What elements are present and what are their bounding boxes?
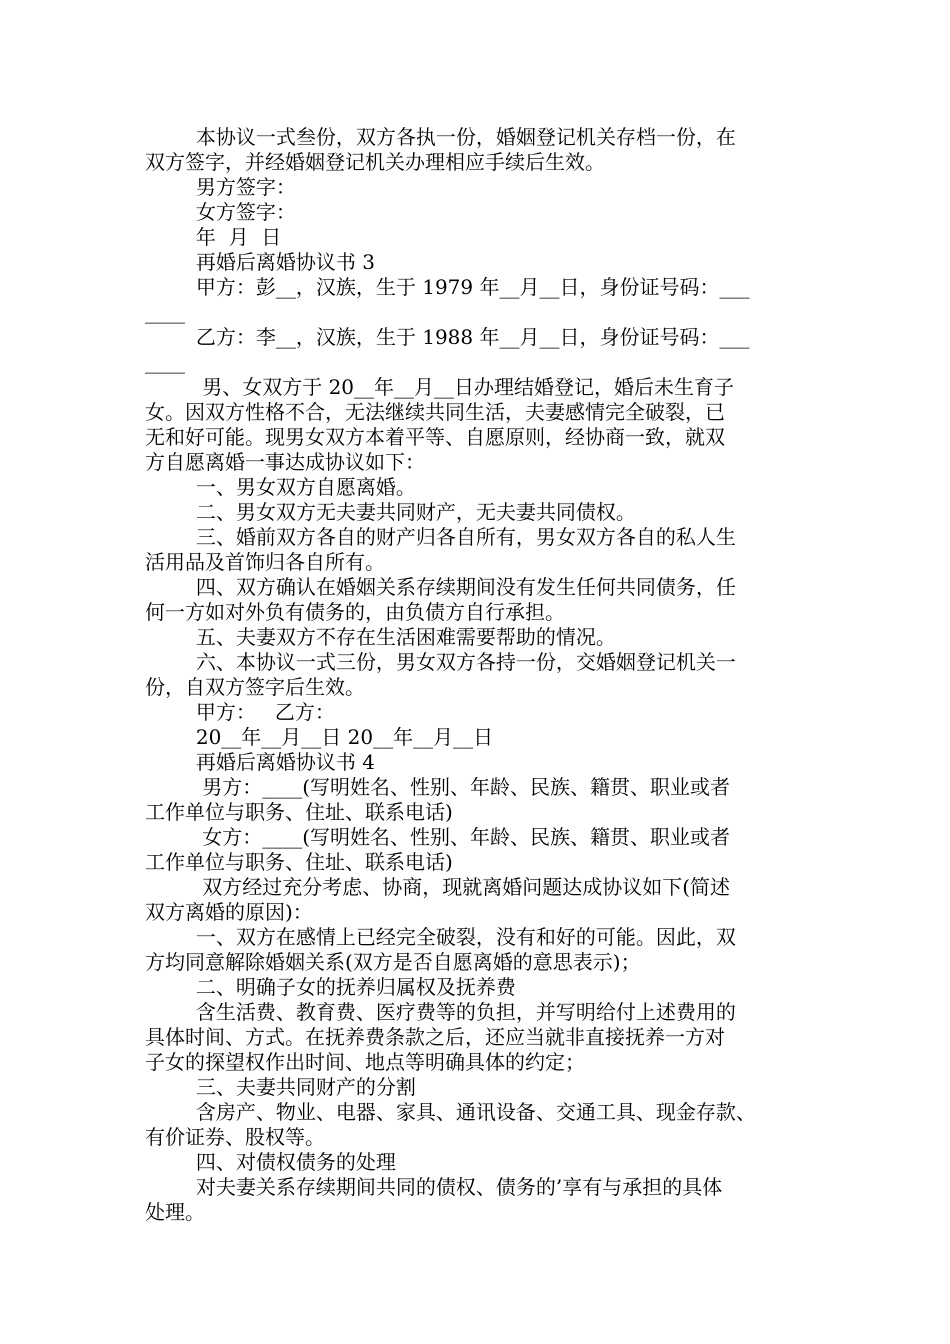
text-line-17: 三、婚前双方各自的财产归各自所有，男女双方各自的私人生 [145,525,736,549]
text-line-23: 份，自双方签字后生效。 [145,675,365,699]
text-line-39: 三、夫妻共同财产的分割 [145,1075,416,1099]
text-line-27: 男方：____(写明姓名、性别、年龄、民族、籍贯、职业或者 [145,775,731,799]
text-line-24: 甲方： 乙方： [145,700,335,724]
text-line-40: 含房产、物业、电器、家具、通讯设备、交通工具、现金存款、 [145,1100,756,1124]
text-line-37: 具体时间、方式。在抚养费条款之后，还应当就非直接抚养一方对 [145,1025,725,1049]
text-line-9: 乙方：李__，汉族，生于 1988 年__月__日，身份证号码：___ [145,325,750,349]
text-line-6: 再婚后离婚协议书 3 [145,250,375,274]
text-line-7: 甲方：彭__，汉族，生于 1979 年__月__日，身份证号码：___ [145,275,750,299]
text-line-2: 双方签字，并经婚姻登记机关办理相应手续后生效。 [145,150,605,174]
text-line-11: 男、女双方于 20__年__月__日办理结婚登记，婚后未生育子 [145,375,735,399]
text-line-12: 女。因双方性格不合，无法继续共同生活，夫妻感情完全破裂，已 [145,400,725,424]
text-line-33: 一、双方在感情上已经完全破裂，没有和好的可能。因此，双 [145,925,736,949]
text-line-25: 20__年__月__日 20__年__月__日 [145,725,494,749]
text-line-18: 活用品及首饰归各自所有。 [145,550,385,574]
text-line-36: 含生活费、教育费、医疗费等的负担，并写明给付上述费用的 [145,1000,736,1024]
text-line-22: 六、本协议一式三份，男女双方各持一份，交婚姻登记机关一 [145,650,736,674]
text-line-10: ____ [145,350,185,374]
text-line-20: 何一方如对外负有债务的，由负债方自行承担。 [145,600,565,624]
text-line-32: 双方离婚的原因)： [145,900,313,924]
text-line-4: 女方签字： [145,200,296,224]
text-line-34: 方均同意解除婚姻关系(双方是否自愿离婚的意思表示)； [145,950,641,974]
text-line-16: 二、男女双方无夫妻共同财产，无夫妻共同债权。 [145,500,636,524]
text-line-1: 本协议一式叁份，双方各执一份，婚姻登记机关存档一份，在 [145,125,736,149]
text-line-31: 双方经过充分考虑、协商，现就离婚问题达成协议如下(简述 [145,875,731,899]
text-line-38: 子女的探望权作出时间、地点等明确具体的约定； [145,1050,585,1074]
text-line-41: 有价证券、股权等。 [145,1125,325,1149]
text-line-8: ____ [145,300,185,324]
text-line-15: 一、男女双方自愿离婚。 [145,475,416,499]
text-line-35: 二、明确子女的抚养归属权及抚养费 [145,975,516,999]
text-line-43: 对夫妻关系存续期间共同的债权、债务的’享有与承担的具体 [145,1175,723,1199]
text-line-13: 无和好可能。现男女双方本着平等、自愿原则，经协商一致，就双 [145,425,725,449]
text-line-21: 五、夫妻双方不存在生活困难需要帮助的情况。 [145,625,616,649]
text-line-26: 再婚后离婚协议书 4 [145,750,375,774]
text-line-44: 处理。 [145,1200,205,1224]
text-line-3: 男方签字： [145,175,296,199]
text-line-29: 女方：____(写明姓名、性别、年龄、民族、籍贯、职业或者 [145,825,731,849]
text-line-5: 年 月 日 [145,225,282,249]
text-line-42: 四、对债权债务的处理 [145,1150,396,1174]
text-line-30: 工作单位与职务、住址、联系电话) [145,850,453,874]
text-line-28: 工作单位与职务、住址、联系电话) [145,800,453,824]
text-line-14: 方自愿离婚一事达成协议如下： [145,450,425,474]
text-line-19: 四、双方确认在婚姻关系存续期间没有发生任何共同债务，任 [145,575,736,599]
